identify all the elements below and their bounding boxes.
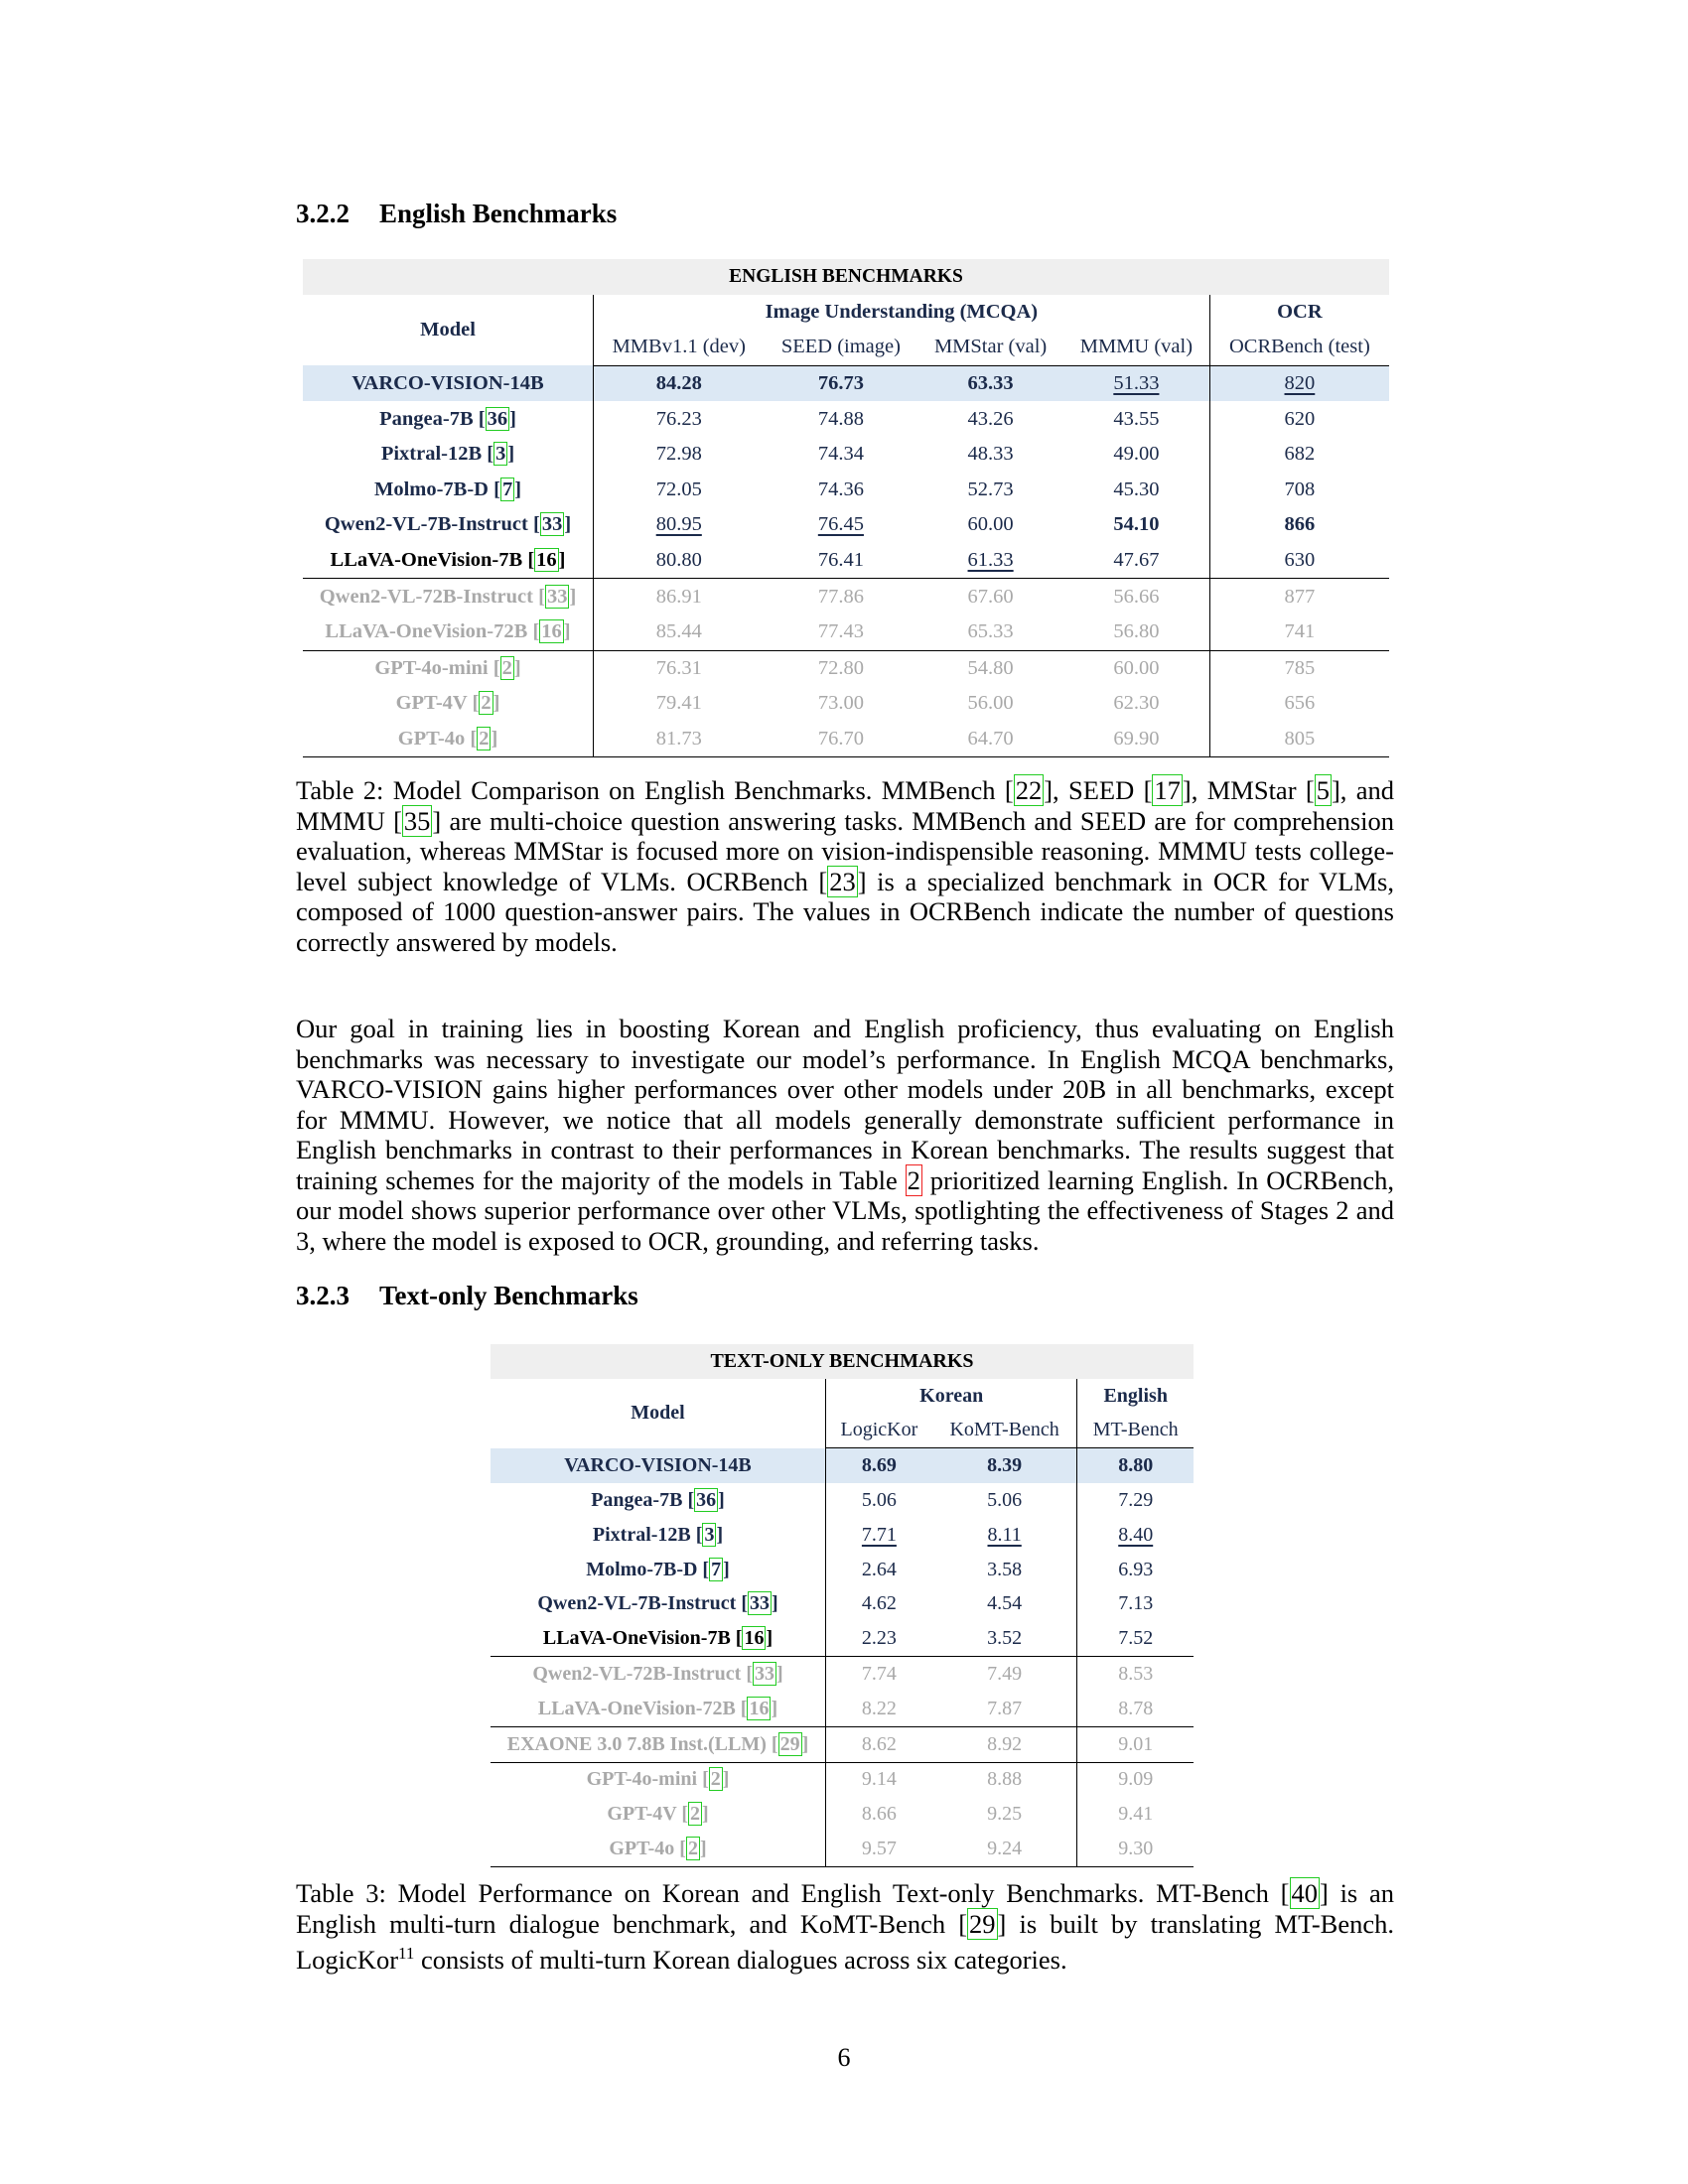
- table-cell: 8.69: [826, 1448, 932, 1483]
- text-span: VARCO-VISION: [296, 1074, 483, 1104]
- group-header-image: Image Understanding (MCQA): [594, 295, 1210, 331]
- table-cell: EXAONE 3.0 7.8B Inst.(LLM) [ 29 ]: [491, 1726, 826, 1762]
- table-cell: 7.29: [1077, 1483, 1194, 1518]
- table-cell: 76.31: [594, 650, 765, 686]
- citation-link[interactable]: 2: [501, 656, 512, 679]
- table-row: [303, 365, 1389, 401]
- citation-link[interactable]: 40: [1291, 1878, 1318, 1908]
- table-cell: 6.93: [1077, 1553, 1194, 1587]
- column-header: MMMU (val): [1063, 330, 1209, 365]
- table3-caption: Table 3: Model Performance on Korean and English Text-only Benchmarks. MT-Bench [40] is an English multi-turn dialogue benchmark, and KoMT-Bench [29] is built by translating MT-Bench. LogicKor$^{11}$ consists of multi-turn Korean dialogues across six categories.: [296, 1878, 1395, 1975]
- table-row: [491, 1621, 1194, 1656]
- table-cell: 7.87: [932, 1692, 1077, 1726]
- table-header-row: [303, 259, 1389, 295]
- table-cell: LLaVA-OneVision-72B [16]: [303, 614, 594, 650]
- table-cell: 8.66: [826, 1797, 932, 1832]
- table-cell: 72.80: [817, 656, 864, 679]
- text-span: prioritized learning English. In OCRBench, our model shows superior performance over other VLMs, spotlighting the effectiveness of Stages 2 and 3, where the model is exposed to OCR, grounding, and referring tasks.: [296, 1164, 1395, 1256]
- table-cell: Pangea-7B [36]: [379, 407, 516, 430]
- table-cell: 9.09: [1077, 1762, 1194, 1797]
- column-header: SEED (image): [765, 330, 918, 365]
- group-header-korean: Korean: [826, 1379, 1077, 1414]
- table-cell: [1077, 1518, 1194, 1553]
- table-cell: 8.78: [1077, 1692, 1194, 1726]
- table-cell: 76.23: [594, 401, 765, 437]
- table-row: [303, 507, 1389, 543]
- table-cell: GPT-4V [2]: [395, 692, 500, 715]
- text-span: Qwen2-VL-72B-Instruct: [532, 1663, 742, 1686]
- table-cell: 682: [1209, 437, 1389, 473]
- text-span: GPT-4o-mini: [374, 656, 489, 679]
- text-span: is a specialized benchmark in OCR for VLMs, composed of 1000 question-answer pairs. The values in OCRBench indicate the number of questions correctly answered by models.: [296, 866, 1394, 957]
- table-row: [303, 614, 1389, 650]
- table-cell: [594, 507, 765, 543]
- table-cell: 620: [1209, 401, 1389, 437]
- text-span: Pixtral-12B: [592, 1523, 691, 1546]
- table-cell: GPT-4o [ 2 ]: [491, 1832, 826, 1866]
- citation-link[interactable]: 17: [1154, 775, 1181, 805]
- table-cell: 69.90: [1063, 722, 1209, 757]
- table-cell: 56.00: [967, 692, 1014, 715]
- table-cell: 52.73: [967, 478, 1014, 500]
- table-cell: 49.00: [1113, 443, 1160, 466]
- table-row: [491, 1832, 1194, 1866]
- citation-link[interactable]: 2: [690, 1803, 701, 1826]
- table-row: [303, 686, 1389, 722]
- table-cell: 64.70: [917, 722, 1063, 757]
- table-cell: 2.64: [826, 1553, 932, 1587]
- citation-link[interactable]: 16: [749, 1697, 770, 1719]
- table-cell: [765, 507, 918, 543]
- table-cell: 56.80: [1063, 614, 1209, 650]
- table-cell: LLaVA-OneVision-7B [16]: [303, 543, 594, 579]
- text-span: 51.33: [1113, 372, 1160, 395]
- table-row: [303, 722, 1389, 757]
- table-cell: [917, 543, 1063, 579]
- text-span: GPT-4V: [607, 1803, 677, 1826]
- table-cell: 60.00: [967, 513, 1014, 536]
- table-cell: 67.60: [967, 585, 1014, 608]
- table-cell: 9.30: [1077, 1832, 1194, 1866]
- citation-link[interactable]: 29: [779, 1732, 800, 1755]
- table-cell: 76.70: [765, 722, 918, 757]
- table-cell: 9.25: [987, 1803, 1023, 1826]
- text-span: Table 2: Model Comparison on English Benchmarks. MMBench: [296, 775, 1005, 805]
- table-cell: GPT-4o-mini [2]: [374, 656, 521, 679]
- table-cell: 54.10: [1113, 513, 1160, 536]
- text-span: , MMStar: [1191, 775, 1306, 805]
- table-cell: 43.55: [1113, 407, 1160, 430]
- citation-link[interactable]: 3: [495, 443, 506, 466]
- table-cell: 9.57: [826, 1832, 932, 1866]
- table-cell: 7.13: [1077, 1587, 1194, 1622]
- text-span: 8.11: [987, 1523, 1022, 1546]
- table-cell: 8.39: [932, 1448, 1077, 1483]
- text-span: Pixtral-12B: [380, 443, 483, 466]
- table-cell: 785: [1209, 650, 1389, 686]
- body-paragraph: [296, 1014, 1394, 1256]
- table-cell: 9.01: [1077, 1726, 1194, 1762]
- table-row: [303, 543, 1389, 579]
- text-span: Molmo-7B-D: [586, 1558, 698, 1580]
- table-row: [303, 650, 1389, 686]
- table-cell: VARCO-VISION-14B: [491, 1448, 826, 1483]
- table-cell: 62.30: [1113, 692, 1160, 715]
- text-span: is an English multi-turn dialogue benchmark, and KoMT-Bench: [296, 1878, 1395, 1939]
- table-cell: 54.80: [967, 656, 1014, 679]
- table-cell: [932, 1518, 1077, 1553]
- table2-caption: Table 2: Model Comparison on English Benchmarks. MMBench [22], SEED [17], MMStar [5], and MMMU [35] are multi-choice question answering tasks. MMBench and SEED are for comprehension evaluation, whereas MMStar is focused more on vision-indispensible reasoning. MMMU tests college-level subject knowledge of VLMs. OCRBench [23] is a specialized benchmark in OCR for VLMs, composed of 1000 question-answer pairs. The values in OCRBench indicate the number of questions correctly answered by models.: [296, 775, 1395, 957]
- text-span: GPT-4o: [397, 728, 466, 751]
- table-cell: 8.92: [932, 1726, 1077, 1762]
- table-title: TEXT-ONLY BENCHMARKS: [491, 1344, 1194, 1379]
- table-cell: 48.33: [967, 443, 1014, 466]
- table-cell: 8.62: [826, 1726, 932, 1762]
- table-cell: Qwen2-VL-72B-Instruct [33]: [319, 585, 577, 608]
- table-cell: 877: [1209, 579, 1389, 614]
- text-span: Qwen2-VL-7B-Instruct: [324, 513, 528, 536]
- table-cell: [1209, 365, 1389, 401]
- text-span: 80.95: [655, 513, 702, 536]
- table-cell: 7.74: [826, 1657, 932, 1692]
- column-header: KoMT-Bench: [932, 1414, 1077, 1448]
- table-cell: 73.00: [817, 692, 864, 715]
- table-row: [491, 1448, 1194, 1483]
- citation-link[interactable]: 3: [704, 1523, 715, 1546]
- text-span: , SEED: [1053, 775, 1144, 805]
- table-row: [491, 1726, 1194, 1762]
- table-header-row: [303, 295, 1389, 331]
- text-span: LLaVA-OneVision-72B: [537, 1697, 736, 1719]
- table-row: [491, 1797, 1194, 1832]
- table-cell: 656: [1209, 686, 1389, 722]
- table-cell: 9.14: [826, 1762, 932, 1797]
- text-span: , and MMMU: [296, 775, 1394, 836]
- text-span: 76.45: [817, 513, 864, 536]
- table-cell: GPT-4V [ 2 ]: [607, 1803, 709, 1826]
- table-cell: [826, 1518, 932, 1553]
- text-only-benchmarks-table: [491, 1344, 1194, 1867]
- table-cell: LLaVA-OneVision-72B [ 16 ]: [491, 1692, 826, 1726]
- citation-link[interactable]: 16: [536, 549, 557, 572]
- table-cell: 56.66: [1113, 585, 1160, 608]
- text-span: Table 3: Model Performance on Korean and English Text-only Benchmarks. MT-Bench: [296, 1878, 1281, 1908]
- table-cell: Molmo-7B-D [ 7 ]: [586, 1558, 730, 1580]
- table-row: [491, 1518, 1194, 1553]
- table-cell: 80.80: [594, 543, 765, 579]
- table-cell: 74.88: [817, 407, 864, 430]
- table-cell: GPT-4o-mini [ 2 ]: [586, 1768, 730, 1791]
- section-heading-3-2-2: [296, 199, 617, 229]
- table-cell: 4.54: [987, 1592, 1023, 1615]
- table-row: [303, 579, 1389, 614]
- citation-link[interactable]: 33: [546, 585, 568, 608]
- text-span: 8.40: [1118, 1523, 1154, 1546]
- table-cell: 8.88: [987, 1768, 1023, 1791]
- model-header: Model: [631, 1402, 685, 1425]
- text-span: Pangea-7B: [591, 1489, 683, 1512]
- table-cell: 630: [1209, 543, 1389, 579]
- table-cell: 86.91: [594, 579, 765, 614]
- table-cell: 84.28: [594, 365, 765, 401]
- citation-link[interactable]: 2: [479, 728, 490, 751]
- text-span: LLaVA-OneVision-72B: [325, 620, 528, 643]
- citation-link[interactable]: 35: [403, 805, 431, 836]
- text-span: LLaVA-OneVision-7B: [330, 549, 523, 572]
- text-span: Molmo-7B-D: [373, 478, 489, 500]
- text-span: 3.2.2: [296, 199, 350, 228]
- table-ref-link[interactable]: 2: [907, 1164, 920, 1195]
- text-span: 3.2.3: [296, 1281, 350, 1310]
- table-cell: Pangea-7B [ 36 ]: [591, 1489, 725, 1512]
- table-cell: 60.00: [1113, 656, 1160, 679]
- table-cell: 5.06: [987, 1489, 1023, 1512]
- table-cell: 74.34: [817, 443, 864, 466]
- citation-link[interactable]: 2: [687, 1838, 698, 1860]
- column-header: MMStar (val): [917, 330, 1063, 365]
- table-cell: 9.24: [932, 1832, 1077, 1866]
- table-cell: Pixtral-12B [3]: [380, 443, 515, 466]
- table-cell: Molmo-7B-D [7]: [373, 478, 522, 500]
- citation-link[interactable]: 16: [541, 620, 562, 643]
- group-header-english: English: [1077, 1379, 1194, 1414]
- group-header-ocr: OCR: [1209, 295, 1389, 331]
- table-cell: 76.41: [765, 543, 918, 579]
- text-span: consists of multi-turn Korean dialogues across six categories.: [414, 1944, 1067, 1975]
- table-cell: 76.73: [765, 365, 918, 401]
- table-cell: Qwen2-VL-72B-Instruct [ 33 ]: [532, 1663, 783, 1686]
- table-cell: 7.52: [1077, 1621, 1194, 1656]
- table-cell: Qwen2-VL-7B-Instruct [ 33 ]: [537, 1592, 778, 1615]
- text-span: GPT-4o-mini: [586, 1768, 698, 1791]
- table-cell: 741: [1209, 614, 1389, 650]
- table-cell: 79.41: [594, 686, 765, 722]
- section-heading-3-2-3: [296, 1281, 638, 1311]
- table-cell: 77.86: [817, 585, 864, 608]
- citation-link[interactable]: 33: [755, 1663, 774, 1686]
- table-cell: 72.98: [594, 437, 765, 473]
- table-row: [491, 1657, 1194, 1692]
- citation-link[interactable]: 2: [481, 692, 492, 715]
- column-header: MMBv1.1 (dev): [594, 330, 765, 365]
- table-cell: 8.80: [1077, 1448, 1194, 1483]
- table-cell: 72.05: [594, 473, 765, 508]
- table-row: [491, 1692, 1194, 1726]
- text-span: are multi-choice question answering tasks. MMBench and SEED are for comprehension evaluation, whereas MMStar is focused more on vision-indispensible reasoning. MMMU tests college-level subject knowledge of VLMs. OCRBench: [296, 805, 1395, 896]
- table-cell: LLaVA-OneVision-7B [ 16 ]: [491, 1621, 826, 1656]
- table-cell: 708: [1209, 473, 1389, 508]
- table-cell: 9.41: [1077, 1797, 1194, 1832]
- text-span: 820: [1284, 372, 1316, 395]
- table-cell: 45.30: [1113, 478, 1160, 500]
- citation-link[interactable]: 33: [541, 513, 563, 536]
- table-cell: 8.53: [1077, 1657, 1194, 1692]
- text-span: GPT-4o: [609, 1838, 675, 1860]
- text-span: Our goal in training lies in boosting Korean and English proficiency, thus evaluating on English benchmarks was necessary to investigate our model’s performance. In English MCQA benchmarks,: [296, 1014, 1394, 1074]
- table-cell: Qwen2-VL-7B-Instruct [33]: [324, 513, 572, 536]
- table-cell: GPT-4o [2]: [303, 722, 594, 757]
- table-row: [491, 1587, 1194, 1622]
- citation-link[interactable]: 2: [710, 1768, 721, 1791]
- citation-link[interactable]: 36: [696, 1489, 717, 1512]
- citation-link[interactable]: 5: [1316, 775, 1330, 805]
- citation-link[interactable]: 22: [1015, 775, 1043, 805]
- table-cell: 47.67: [1063, 543, 1209, 579]
- column-header: LogicKor: [826, 1414, 932, 1448]
- text-span: gains higher performances over other models under 20B in all benchmarks, except for MMMU. However, we notice that all models generally demonstrate sufficient performance in English benchmarks in contrast to their performances in Korean benchmarks. The results suggest that training schemes for the majority of the models in Table: [296, 1074, 1394, 1195]
- citation-link[interactable]: 16: [744, 1627, 765, 1650]
- citation-link[interactable]: 33: [750, 1592, 770, 1615]
- text-span: Qwen2-VL-7B-Instruct: [537, 1592, 737, 1615]
- text-span: Pangea-7B: [379, 407, 474, 430]
- table-cell: 2.23: [826, 1621, 932, 1656]
- table-cell: 85.44: [594, 614, 765, 650]
- text-span: is built by translating MT-Bench. LogicKor: [296, 1908, 1395, 1975]
- table-cell: 43.26: [967, 407, 1014, 430]
- page-number: 6: [837, 2043, 851, 2072]
- citation-link[interactable]: 29: [969, 1908, 996, 1939]
- text-span: 61.33: [967, 549, 1014, 572]
- citation-link[interactable]: 7: [711, 1558, 722, 1580]
- text-span: LLaVA-OneVision-7B: [542, 1627, 731, 1650]
- table-cell: 74.36: [817, 478, 864, 500]
- table-title: ENGLISH BENCHMARKS: [303, 259, 1389, 295]
- table-cell: [1063, 365, 1209, 401]
- table-row: [303, 401, 1389, 437]
- text-span: Qwen2-VL-72B-Instruct: [319, 585, 533, 608]
- table-cell: 8.22: [826, 1692, 932, 1726]
- table-cell: 63.33: [917, 365, 1063, 401]
- table-cell: 77.43: [765, 614, 918, 650]
- table-cell: 3.58: [987, 1558, 1023, 1580]
- table-header-row: [491, 1379, 1194, 1414]
- column-header: MT-Bench: [1077, 1414, 1194, 1448]
- text-span: English Benchmarks: [379, 199, 618, 228]
- table-cell: 866: [1209, 507, 1389, 543]
- text-span: GPT-4V: [395, 692, 468, 715]
- text-span: EXAONE 3.0 7.8B Inst.(LLM): [506, 1732, 767, 1755]
- table-cell: 805: [1209, 722, 1389, 757]
- text-span: Text-only Benchmarks: [379, 1281, 638, 1310]
- table-cell: VARCO-VISION-14B: [303, 365, 594, 401]
- table-cell: 5.06: [826, 1483, 932, 1518]
- table-row: [491, 1553, 1194, 1587]
- footnote-marker[interactable]: 11: [398, 1944, 415, 1963]
- table-row: [491, 1483, 1194, 1518]
- table-row: [303, 437, 1389, 473]
- model-header: Model: [420, 318, 476, 341]
- citation-link[interactable]: 23: [829, 866, 856, 896]
- table-row: [491, 1762, 1194, 1797]
- table-cell: 3.52: [932, 1621, 1077, 1656]
- table-cell: 4.62: [826, 1587, 932, 1622]
- table-header-row: [491, 1344, 1194, 1379]
- column-header: OCRBench (test): [1209, 330, 1389, 365]
- text-span: 7.71: [861, 1523, 897, 1546]
- english-benchmarks-table: [303, 259, 1389, 757]
- table-cell: 81.73: [594, 722, 765, 757]
- table-row: [303, 473, 1389, 508]
- table-cell: 7.49: [987, 1663, 1023, 1686]
- citation-link[interactable]: 36: [487, 407, 508, 430]
- table-cell: Pixtral-12B [ 3 ]: [592, 1523, 724, 1546]
- citation-link[interactable]: 7: [501, 478, 513, 500]
- table-cell: 65.33: [917, 614, 1063, 650]
